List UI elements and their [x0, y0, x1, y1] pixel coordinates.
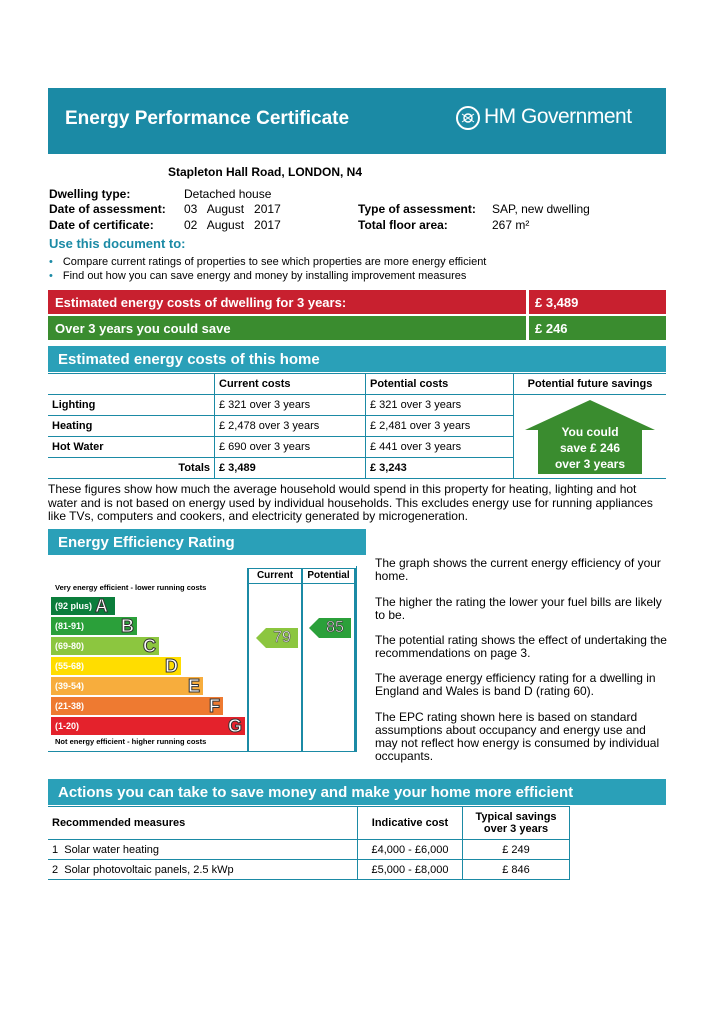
- rating-band-range: (92 plus): [55, 601, 93, 611]
- rating-bottom-note: Not energy efficient - higher running costs: [55, 737, 207, 746]
- current-rating-value: 79: [273, 629, 291, 646]
- date-assessment: 03 August 2017: [184, 202, 281, 216]
- costs-row-current: £ 2,478 over 3 years: [215, 416, 366, 437]
- actions-header-measure: Recommended measures: [48, 807, 358, 840]
- rating-band-g: [51, 717, 245, 735]
- current-rating-arrow: [256, 628, 298, 648]
- rating-paragraph: The graph shows the current energy efficiency of your home.: [375, 556, 661, 583]
- rating-paragraph: The EPC rating shown here is based on standard assumptions about occupancy and energy use and may not reflect how energy is consumed by individual occupants.: [375, 710, 660, 763]
- costs-header-potential: Potential costs: [366, 374, 514, 395]
- rating-paragraph: The higher the rating the lower your fuel bills are likely to be.: [375, 595, 662, 622]
- use-bullet: • Find out how you can save energy and money by installing improvement measures: [49, 270, 467, 282]
- savings-arrow-line: You could: [561, 425, 619, 439]
- action-saving: £ 249: [463, 840, 570, 860]
- rating-band-range: (69-80): [55, 641, 85, 651]
- rating-paragraph: The average energy efficiency rating for a dwelling in England and Wales is band D (rating 60).: [375, 671, 656, 698]
- use-bullet-text: Compare current ratings of properties to see which properties are more energy efficient: [62, 256, 487, 268]
- totals-label: Totals: [48, 458, 215, 479]
- actions-header-cost: Indicative cost: [358, 807, 463, 840]
- date-certificate: 02 August 2017: [184, 218, 281, 232]
- rating-band-a: [51, 597, 115, 615]
- col-divider: [354, 568, 356, 751]
- date-certificate-label: Date of certificate:: [49, 218, 154, 232]
- costs-header-blank: [48, 374, 215, 395]
- rating-band-range: (1-20): [55, 721, 80, 731]
- costs-row-current: £ 690 over 3 years: [215, 437, 366, 458]
- dwelling-type: Detached house: [184, 187, 272, 201]
- rating-band-range: (39-54): [55, 681, 85, 691]
- rating-band-range: (81-91): [55, 621, 85, 631]
- rating-band-f: [51, 697, 223, 715]
- costs-row-label: Heating: [48, 416, 215, 437]
- rating-paragraph: The potential rating shows the effect of undertaking the recommendations on page 3.: [375, 633, 667, 660]
- address: Stapleton Hall Road, LONDON, N4: [168, 165, 363, 179]
- totals-current: £ 3,489: [215, 458, 366, 479]
- estimated-cost-label: Estimated energy costs of dwelling for 3 years:: [55, 295, 347, 310]
- estimated-cost-value: £ 3,489: [535, 295, 579, 310]
- rating-band-c: [51, 637, 159, 655]
- costs-row-label: Lighting: [48, 395, 215, 416]
- actions-section-title-text: Actions you can take to save money and make your home more efficient: [58, 784, 574, 801]
- rating-band-letter: E: [187, 676, 200, 696]
- col-header-line: [247, 568, 356, 569]
- potential-rating-arrow: [309, 618, 351, 638]
- costs-row-potential: £ 2,481 over 3 years: [366, 416, 514, 437]
- action-measure: 1 Solar water heating: [48, 840, 358, 860]
- costs-section-title-text: Estimated energy costs of this home: [58, 351, 320, 368]
- costs-section-title: [48, 346, 666, 372]
- type-assessment-label: Type of assessment:: [358, 202, 476, 216]
- costs-row-label: Hot Water: [48, 437, 215, 458]
- rating-band-letter: F: [209, 696, 220, 716]
- rating-top-note: Very energy efficient - lower running costs: [55, 583, 207, 592]
- rating-band-letter: A: [95, 596, 108, 616]
- use-heading: Use this document to:: [49, 236, 186, 251]
- rating-band-d: [51, 657, 181, 675]
- save-value: £ 246: [535, 321, 568, 336]
- rating-section-title-text: Energy Efficiency Rating: [58, 534, 235, 551]
- potential-rating-value: 85: [326, 619, 344, 636]
- savings-arrow-line: save £ 246: [559, 441, 621, 455]
- col-header-potential: Potential: [307, 570, 350, 581]
- save-bar: [48, 316, 666, 340]
- costs-row-current: £ 321 over 3 years: [215, 395, 366, 416]
- date-assessment-label: Date of assessment:: [49, 202, 166, 216]
- action-cost: £4,000 - £6,000: [358, 840, 463, 860]
- brand-name: HM Government: [484, 105, 632, 128]
- rating-band-range: (21-38): [55, 701, 85, 711]
- costs-row-potential: £ 441 over 3 years: [366, 437, 514, 458]
- rating-band-e: [51, 677, 203, 695]
- header-banner: [48, 88, 666, 154]
- savings-arrow: [525, 400, 655, 474]
- col-header-current: Current: [256, 570, 294, 581]
- floor-area-label: Total floor area:: [358, 218, 448, 232]
- save-label: Over 3 years you could save: [55, 321, 231, 336]
- rating-band-letter: D: [165, 656, 178, 676]
- rating-band-letter: C: [143, 636, 156, 656]
- type-assessment: SAP, new dwelling: [492, 202, 590, 216]
- rating-band-b: [51, 617, 137, 635]
- action-cost: £5,000 - £8,000: [358, 860, 463, 880]
- col-header-line: [247, 583, 356, 584]
- costs-explanation: These figures show how much the average household would spend in this property for heating, lighting and hot water and is not based on energy used by individual households. This excludes energy use for running appliances like TVs, computers and cookers, and electricity generated by microgeneration.: [48, 482, 653, 523]
- actions-section-title: [48, 779, 666, 805]
- costs-row-potential: £ 321 over 3 years: [366, 395, 514, 416]
- crest-icon: [456, 106, 480, 130]
- dwelling-type-label: Dwelling type:: [49, 187, 131, 201]
- costs-header-savings: Potential future savings: [514, 374, 667, 395]
- use-bullet: • Compare current ratings of properties to see which properties are more energy efficient: [49, 256, 487, 268]
- actions-header-saving: Typical savings over 3 years: [463, 807, 570, 840]
- estimated-cost-bar: [48, 290, 666, 314]
- savings-arrow-line: over 3 years: [554, 457, 626, 471]
- page-title: Energy Performance Certificate: [65, 108, 350, 129]
- floor-area: 267 m²: [492, 218, 530, 232]
- totals-potential: £ 3,243: [366, 458, 514, 479]
- use-bullet-text: Find out how you can save energy and money by installing improvement measures: [62, 270, 467, 282]
- rating-band-letter: G: [227, 716, 242, 736]
- col-divider: [301, 568, 303, 751]
- actions-table: [48, 806, 570, 880]
- rating-band-letter: B: [121, 616, 134, 636]
- rating-section-title: [48, 529, 366, 555]
- col-divider: [247, 568, 249, 751]
- action-measure: 2 Solar photovoltaic panels, 2.5 kWp: [48, 860, 358, 880]
- rating-band-range: (55-68): [55, 661, 85, 671]
- action-saving: £ 846: [463, 860, 570, 880]
- costs-header-current: Current costs: [215, 374, 366, 395]
